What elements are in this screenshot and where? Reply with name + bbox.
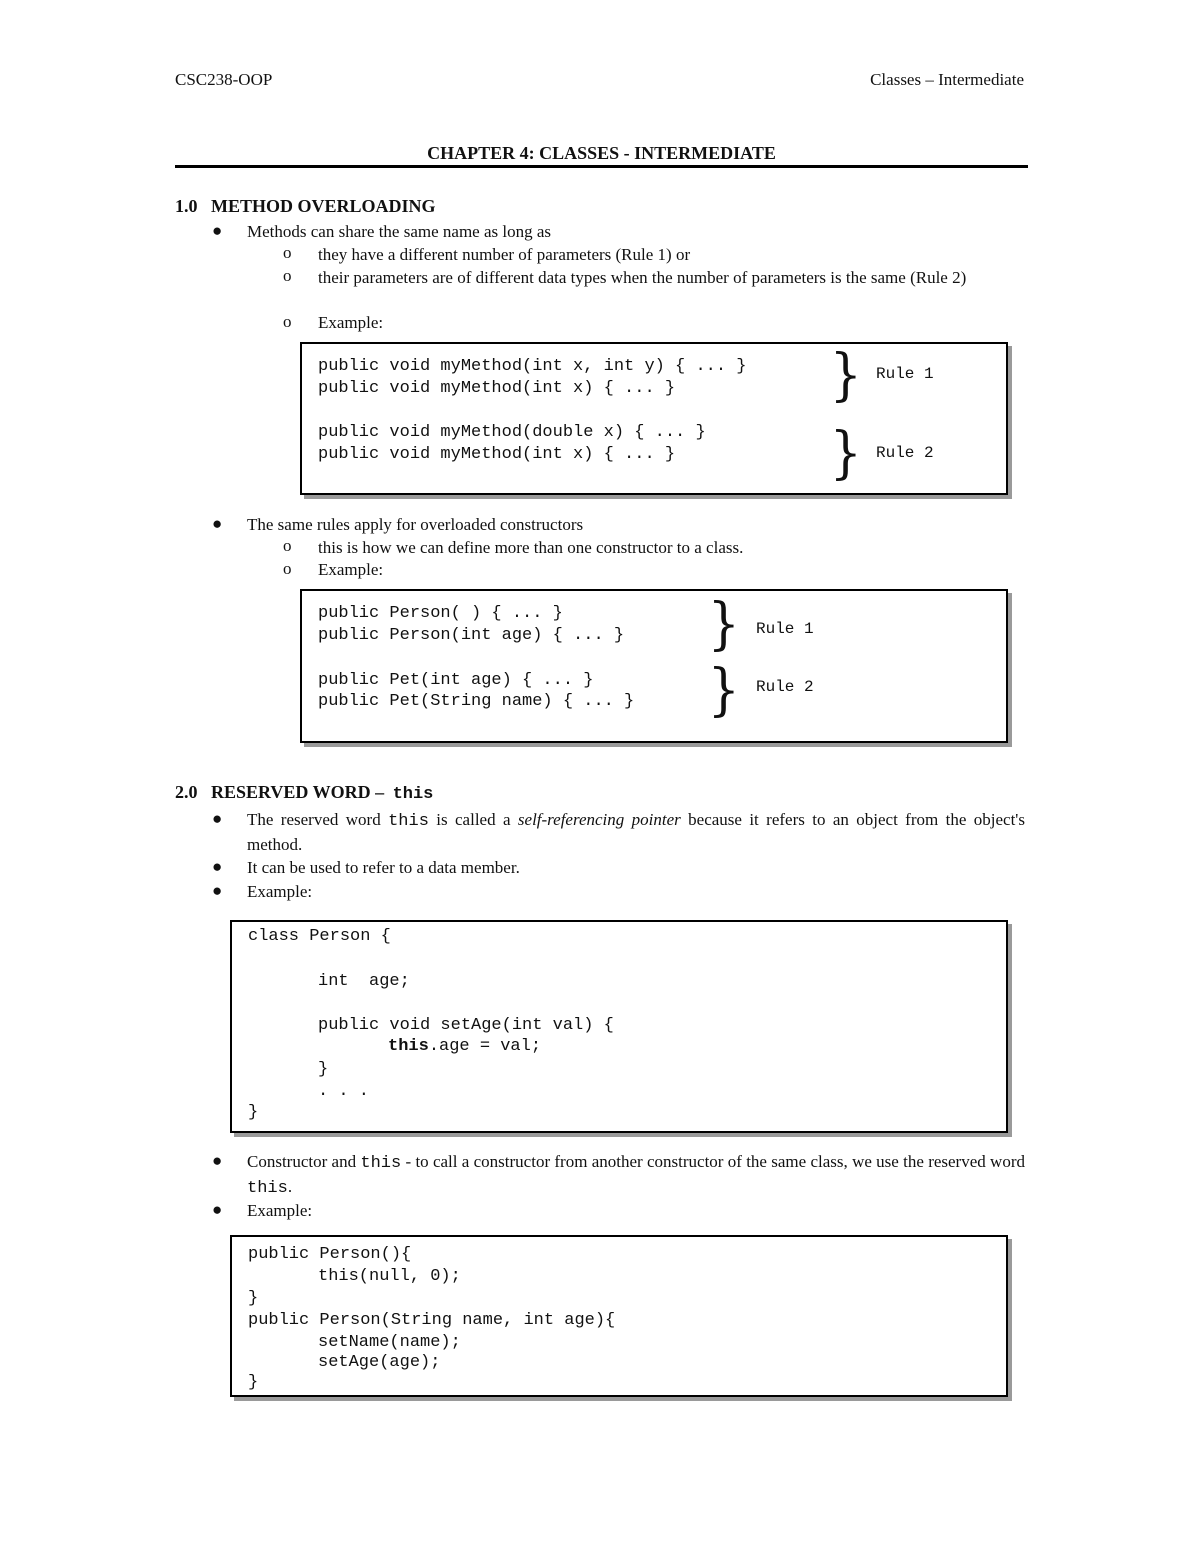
section-2-title: RESERVED WORD – [211, 782, 385, 802]
code-line: setAge(age); [318, 1353, 441, 1372]
bullet-icon: ● [212, 881, 223, 900]
code-box-this-constructor [230, 1235, 1008, 1397]
code-line: public void myMethod(int x) { ... } [318, 445, 676, 464]
section-2-heading [175, 782, 433, 804]
sub-bullet-text: Example: [318, 560, 384, 579]
code-line: class Person { [248, 927, 391, 946]
sub-bullet-icon: o [283, 559, 292, 578]
inline-code: this [388, 812, 429, 831]
sub-bullet-text: they have a different number of parameters (Rule 1) or [318, 245, 691, 264]
sub-bullet-text: their parameters are of different data types when the number of parameters is the same (Rule 2) [318, 268, 967, 287]
code-line: } [248, 1373, 259, 1392]
rule-2-label: Rule 2 [876, 444, 934, 462]
bullet-text [247, 808, 1025, 856]
code-run: .age = val; [428, 1037, 542, 1056]
bullet-text: Methods can share the same name as long as [247, 222, 552, 241]
text-run: is called a [428, 810, 518, 829]
sub-bullet-icon: o [283, 266, 292, 285]
inline-code: this [360, 1154, 402, 1173]
code-line: public Pet(int age) { ... } [318, 671, 594, 690]
code-box-constructors [300, 589, 1008, 743]
text-run: - to call a constructor from another constructor of the same class, we use the reserved word [401, 1152, 1025, 1171]
text-run: The reserved word [247, 810, 389, 829]
sub-bullet-text: Example: [318, 313, 384, 332]
code-line: public Person( ) { ... } [318, 604, 563, 623]
code-line: public void setAge(int val) { [318, 1016, 614, 1035]
code-box-overloading [300, 342, 1008, 495]
right-brace-icon: } [707, 592, 740, 657]
bullet-text: It can be used to refer to a data member. [247, 858, 520, 877]
chapter-title: CHAPTER 4: CLASSES - INTERMEDIATE [427, 143, 776, 163]
text-run: because it refers to an object from the object's method. [247, 810, 1025, 854]
right-brace-icon: } [829, 343, 862, 408]
bullet-icon: ● [212, 514, 223, 533]
bullet-icon: ● [212, 221, 223, 240]
bullet-icon: ● [212, 1200, 223, 1219]
bullet-text: The same rules apply for overloaded constructors [247, 515, 584, 534]
code-line: . . . [318, 1082, 370, 1101]
section-2-keyword: this [392, 785, 434, 804]
code-line: } [318, 1060, 329, 1079]
code-line: int age; [318, 972, 410, 991]
code-line: public Person(int age) { ... } [318, 626, 625, 645]
rule-1-label: Rule 1 [756, 620, 814, 638]
code-line: public void myMethod(int x, int y) { ... } [318, 357, 747, 376]
code-line: } [248, 1103, 259, 1122]
bullet-icon: ● [212, 857, 223, 876]
code-line: public Person(String name, int age){ [248, 1311, 616, 1330]
section-1-heading [175, 196, 436, 217]
section-1-number: 1.0 [175, 196, 198, 216]
sub-bullet-icon: o [283, 243, 292, 262]
code-line: this(null, 0); [318, 1267, 461, 1286]
sub-bullet-icon: o [283, 536, 292, 555]
code-line: public void myMethod(double x) { ... } [318, 423, 706, 442]
right-brace-icon: } [707, 658, 740, 723]
code-line: public Pet(String name) { ... } [318, 692, 635, 711]
section-1-title: METHOD OVERLOADING [211, 196, 436, 216]
header-topic: Classes – Intermediate [870, 70, 1024, 89]
sub-bullet-text: this is how we can define more than one constructor to a class. [318, 538, 744, 557]
text-run: . [287, 1177, 293, 1196]
text-run: Constructor and [247, 1152, 361, 1171]
right-brace-icon: } [829, 421, 862, 486]
emphasis-text: self-referencing pointer [517, 810, 681, 829]
code-box-this-datamember [230, 920, 1008, 1133]
rule-1-label: Rule 1 [876, 365, 934, 383]
code-line: public void myMethod(int x) { ... } [318, 379, 676, 398]
title-rule [175, 165, 1028, 168]
bullet-icon: ● [212, 1151, 223, 1170]
bullet-text: Example: [247, 882, 313, 901]
keyword-this: this [388, 1037, 429, 1056]
bullet-icon: ● [212, 809, 223, 828]
sub-bullet-icon: o [283, 312, 292, 331]
code-line: public Person(){ [248, 1245, 412, 1264]
code-line [388, 1036, 541, 1058]
section-2-number: 2.0 [175, 782, 198, 802]
bullet-text [247, 1150, 1025, 1200]
code-line: setName(name); [318, 1333, 461, 1352]
bullet-text: Example: [247, 1201, 313, 1220]
inline-code: this [247, 1179, 288, 1198]
code-line: } [248, 1289, 259, 1308]
header-course: CSC238-OOP [175, 70, 273, 89]
rule-2-label: Rule 2 [756, 678, 814, 696]
